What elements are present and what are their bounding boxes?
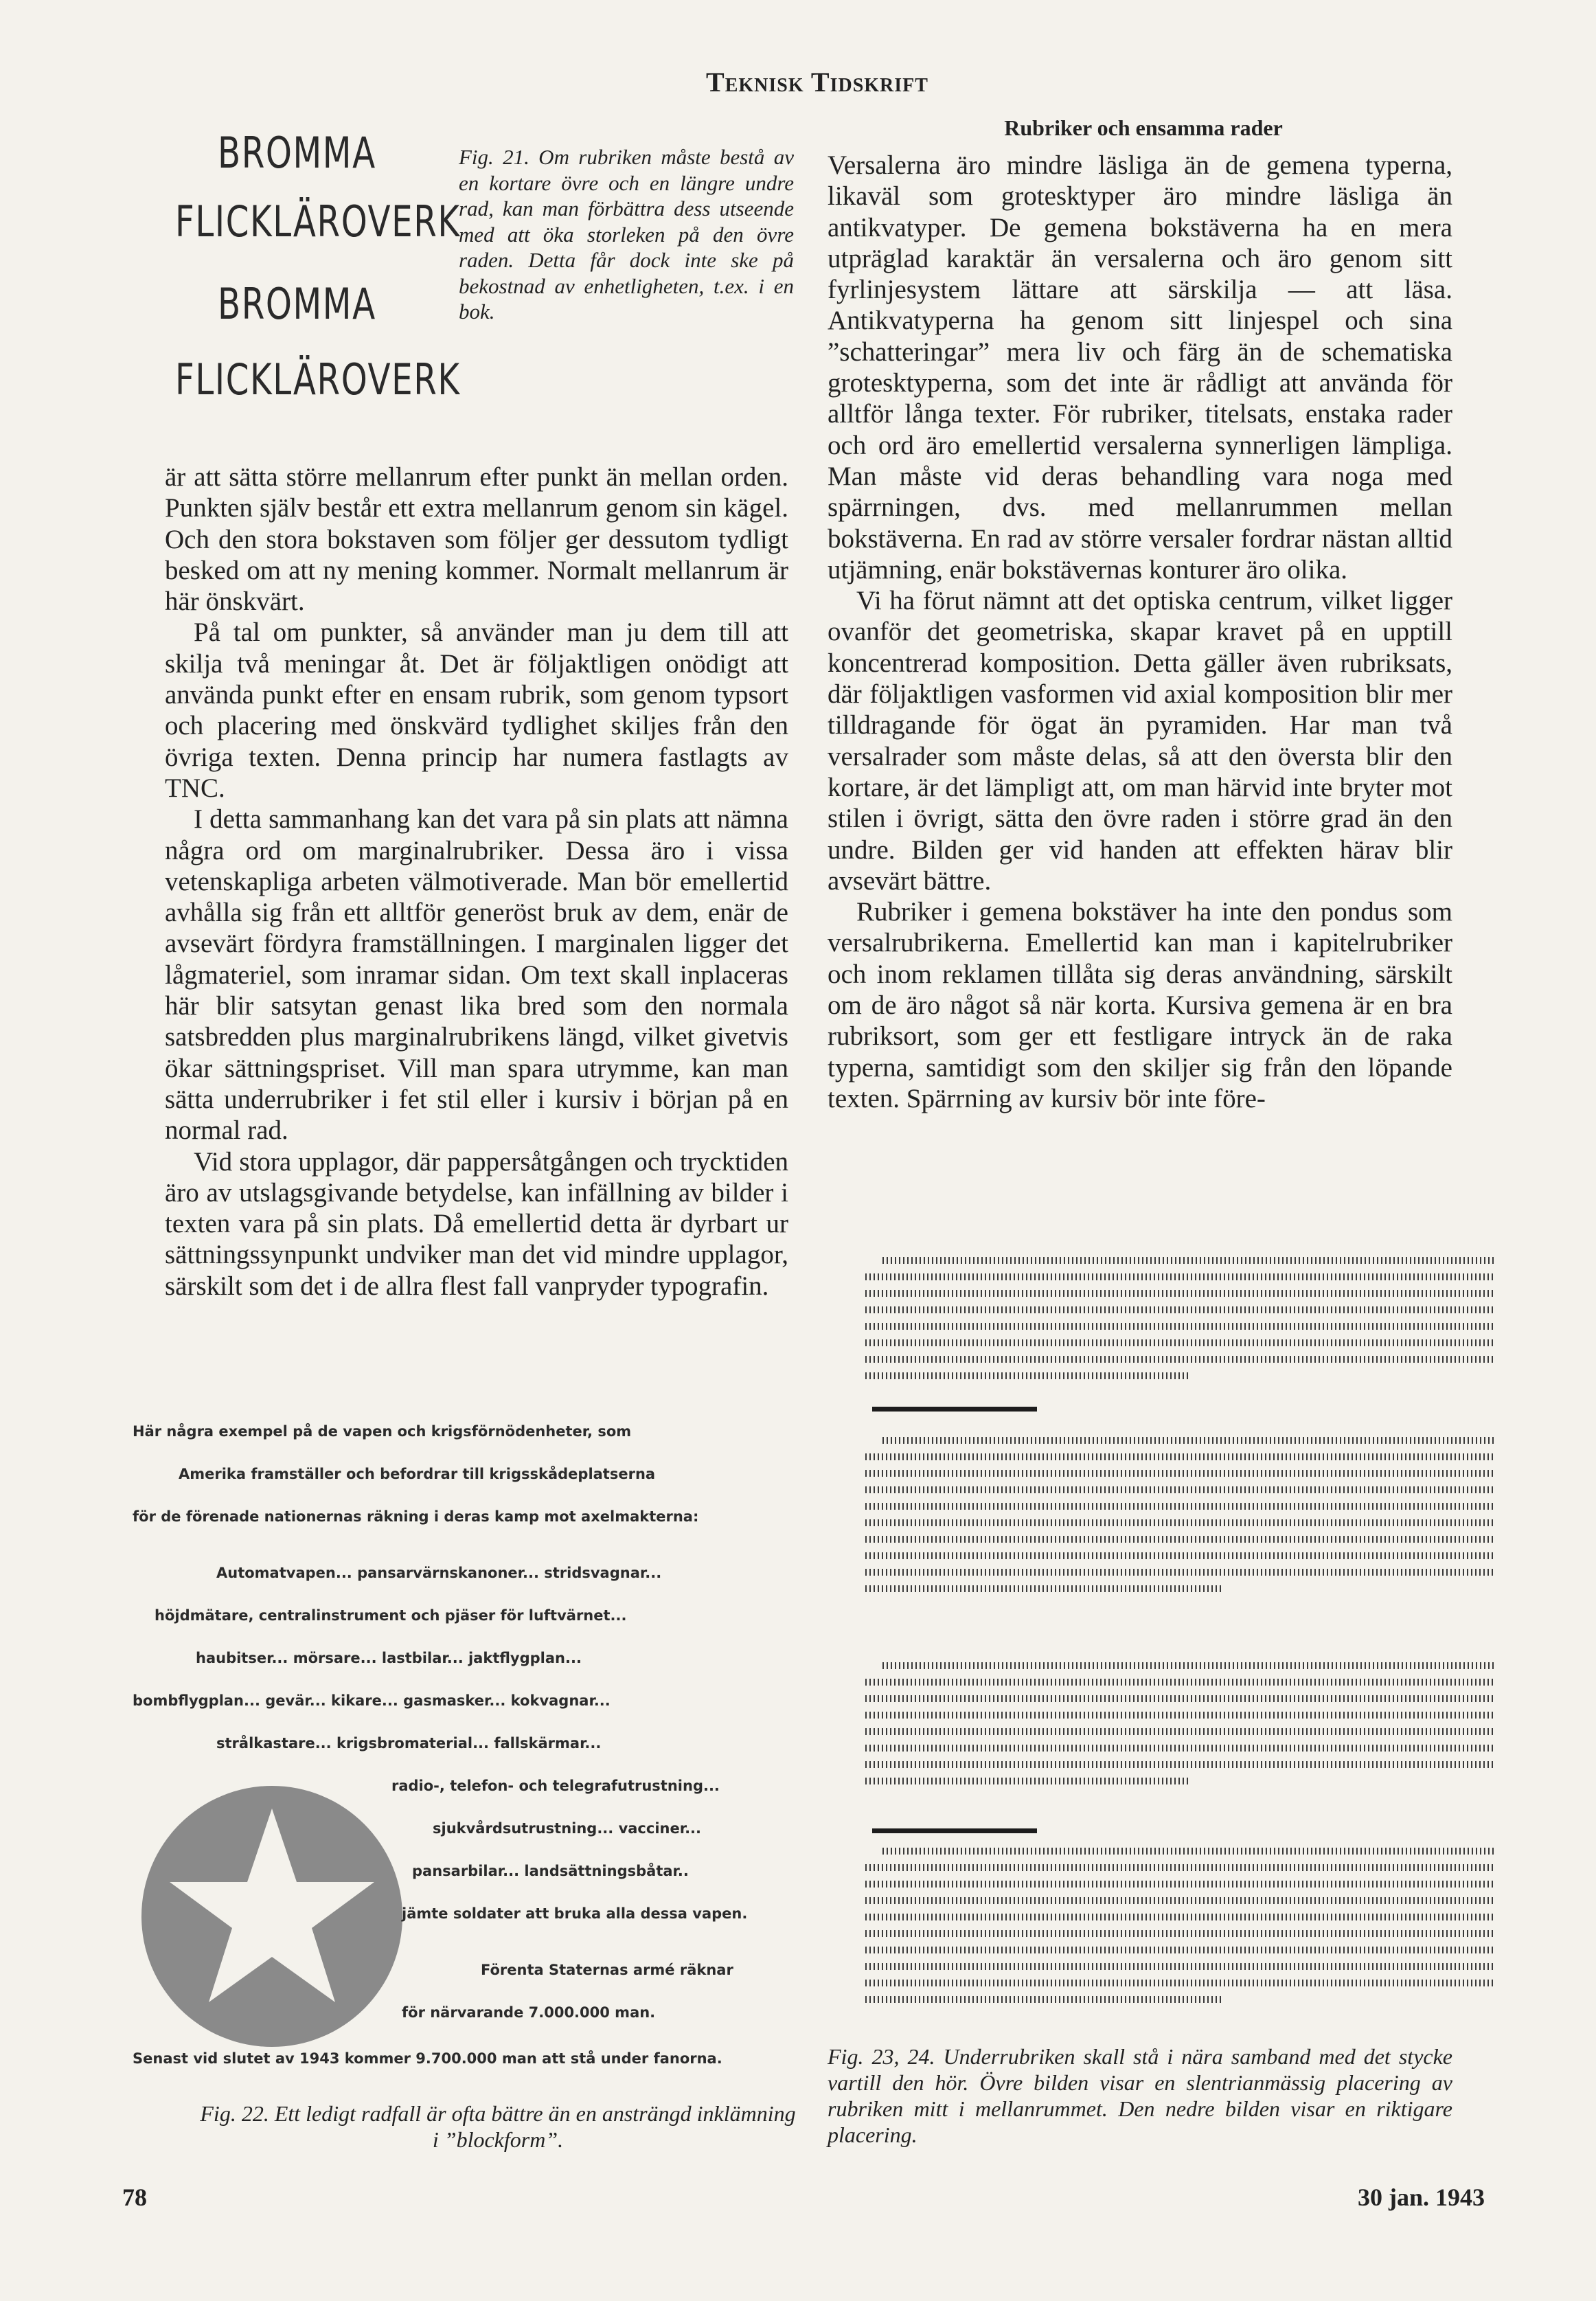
text-line xyxy=(865,1864,1494,1871)
text-line xyxy=(865,1306,1494,1313)
star-emblem-icon xyxy=(135,1782,409,2050)
paragraph: På tal om punkter, så använder man ju dem till att skilja två meningar åt. Det är följaktligen onödigt att använda punkt efter en ensam rubrik, som genom typsort och placering med önskvärd tydlighet skiljes från den övriga texten. Denna princip har numera fastlagts av TNC. xyxy=(165,617,788,803)
ad-line: bombflygplan... gevär... kikare... gasmasker... kokvagnar... xyxy=(133,1692,611,1709)
figure-24 xyxy=(865,1662,1504,2033)
text-line xyxy=(865,1470,1494,1477)
ad-line: jämte soldater att bruka alla dessa vapen. xyxy=(402,1905,748,1922)
figure-23-24-caption: Fig. 23, 24. Underrubriken skall stå i nära samband med det stycke vartill den hör. Övre bilden visar en slentrianmässig placering av rubriken mitt i mellanrummet. Den nedre bilden visar en riktigare placering. xyxy=(828,2044,1452,2147)
text-line xyxy=(865,1585,1222,1592)
subheading-rule xyxy=(872,1407,1037,1412)
text-line xyxy=(865,1980,1494,1986)
text-line xyxy=(865,1712,1494,1719)
text-line xyxy=(865,1761,1494,1768)
text-line xyxy=(865,1679,1494,1686)
figure-22-caption: Fig. 22. Ett ledigt radfall är ofta bättre än en ansträngd inklämning i ”blockform”. xyxy=(200,2101,796,2152)
ad-line: sjukvårdsutrustning... vacciner... xyxy=(433,1820,702,1837)
text-line xyxy=(865,1728,1494,1735)
paragraph: Versalerna äro mindre läsliga än de gemena typerna, likaväl som grotesktyper äro mindre läsliga än antikvatyper. De gemena bokstäverna ha en mera utpräglad karaktär än versalerna och äro genom sitt fyrlinjesystem lättare att särskilja — att läsa. Antikvatyperna ha genom sitt linjespel och sina ”schatteringar” mera liv och färg än de schematiska grotesktyperna, som det inte är rådligt att använda för alltför långa texter. För rubriker, titelsats, enstaka rader och ord äro emellertid versalerna synnerligen lämpliga. Man måste vid deras behandling vara noga med spärrningen, dvs. med mellanrummen mellan bokstäverna. En rad av större versaler fordrar nästan alltid utjämning, enär bokstävernas konturer äro olika. xyxy=(828,150,1452,585)
text-line xyxy=(882,1662,1494,1669)
right-column xyxy=(828,150,1452,1114)
sample-line: FLICKLÄROVERK xyxy=(175,354,461,405)
ad-line: Automatvapen... pansarvärnskanoner... stridsvagnar... xyxy=(216,1565,662,1581)
left-column xyxy=(165,462,788,1302)
paragraph: är att sätta större mellanrum efter punkt än mellan orden. Punkten själv består ett extra mellanrum genom sin kägel. Och den stora bokstaven som följer ger dessutom tydligt besked om att ny mening kommer. Normalt mellanrum är här önskvärt. xyxy=(165,462,788,617)
sample-line: BROMMA xyxy=(218,128,376,178)
issue-date: 30 jan. 1943 xyxy=(1357,2184,1485,2211)
paragraph: I detta sammanhang kan det vara på sin plats att nämna några ord om marginalrubriker. Dessa äro i vissa vetenskapliga arbeten välmotiverade. Man bör emellertid avhålla sig från ett alltför generöst bruk av dem, enär de avsevärt fördyra framställningen. I marginalen ligger det lågmateriel, som inramar sidan. Om text skall inplaceras här blir satsytan genast lika bred som den normala satsbredden plus marginalrubrikens längd, vilket givetvis ökar sättningspriset. Vill man spara utrymme, kan man sätta underrubriker i fet stil eller i kursiv i början på en normal rad. xyxy=(165,804,788,1146)
text-line xyxy=(865,1778,1188,1784)
ad-line: Här några exempel på de vapen och krigsförnödenheter, som xyxy=(133,1423,632,1440)
text-line xyxy=(865,1914,1494,1920)
ad-line: Senast vid slutet av 1943 kommer 9.700.000 man att stå under fanorna. xyxy=(133,2050,722,2067)
text-line xyxy=(865,1930,1494,1937)
text-line xyxy=(882,1848,1494,1855)
text-line xyxy=(865,1519,1494,1526)
text-line xyxy=(865,1323,1494,1330)
ad-line: Amerika framställer och befordrar till krigsskådeplatserna xyxy=(179,1466,656,1482)
figure-23-24 xyxy=(865,1243,1504,2033)
text-line xyxy=(865,1947,1494,1953)
sample-line: FLICKLÄROVERK xyxy=(175,196,461,247)
figure-22 xyxy=(124,1408,797,2095)
text-line xyxy=(865,1372,1188,1379)
ad-line: radio-, telefon- och telegrafutrustning... xyxy=(391,1778,720,1794)
masthead: Teknisk Tidskrift xyxy=(706,67,928,98)
text-line xyxy=(865,1745,1494,1752)
paragraph: Vid stora upplagor, där pappersåtgången och trycktiden äro av utslagsgivande betydelse, kan infällning av bilder i texten vara på sin plats. Då emellertid detta är dyrbart ur sättningssynpunkt undviker man det vid mindre upplagor, särskilt som det i de allra flest fall vanpryder typografin. xyxy=(165,1146,788,1301)
ad-line: för närvarande 7.000.000 man. xyxy=(402,2004,656,2021)
paragraph: Rubriker i gemena bokstäver ha inte den pondus som versalrubrikerna. Emellertid kan man i kapitelrubriker och inom reklamen tillåta sig deras användning, särskilt om de äro något så när korta. Kursiva gemena är en bra rubriksort, som ger ett festligare intryck än de raka typerna, samtidigt som den skiljer sig från den löpande texten. Spärrning av kursiv bör inte före- xyxy=(828,897,1452,1113)
paragraph: Vi ha förut nämnt att det optiska centrum, vilket ligger ovanför det geometriska, skapar kravet på en upptill koncentrerad komposition. Detta gäller även rubriksats, där följaktligen vasformen vid axial komposition blir mer tilldragande för ögat än pyramiden. Har man två versalrader som måste delas, så att den översta blir den kortare, är det lämpligt att, om man härvid inte bryter mot stilen i övrigt, sätta den övre raden i större grad än den undre. Bilden ger vid handen att effekten härav blir avsevärt bättre. xyxy=(828,586,1452,896)
text-line xyxy=(865,1290,1494,1297)
text-line xyxy=(865,1356,1494,1363)
ad-line: haubitser... mörsare... lastbilar... jaktflygplan... xyxy=(196,1650,582,1666)
ad-line: Förenta Staternas armé räknar xyxy=(481,1962,733,1978)
text-line xyxy=(865,1273,1494,1280)
text-line xyxy=(865,1569,1494,1576)
text-line xyxy=(865,1536,1494,1543)
text-line xyxy=(865,1881,1494,1888)
section-heading: Rubriker och ensamma rader xyxy=(1004,115,1283,140)
ad-line: för de förenade nationernas räkning i deras kamp mot axelmakterna: xyxy=(133,1508,699,1525)
text-line xyxy=(865,1695,1494,1702)
text-line xyxy=(865,1339,1494,1346)
text-line xyxy=(865,1963,1494,1970)
text-line xyxy=(865,1503,1494,1510)
text-line xyxy=(865,1996,1222,2003)
text-line xyxy=(865,1486,1494,1493)
figure-21-caption: Fig. 21. Om rubriken måste bestå av en kortare övre och en längre undre rad, kan man förbättra dess utseende med att öka storleken på den övre raden. Detta får dock inte ske på bekostnad av enhetligheten, t.ex. i en bok. xyxy=(459,145,794,324)
ad-line: pansarbilar... landsättningsbåtar.. xyxy=(412,1863,689,1879)
text-line xyxy=(882,1257,1494,1264)
text-line xyxy=(865,1897,1494,1904)
ad-line: strålkastare... krigsbromaterial... fallskärmar... xyxy=(216,1735,602,1752)
text-line xyxy=(865,1552,1494,1559)
subheading-rule xyxy=(872,1828,1037,1833)
figure-23 xyxy=(865,1243,1504,1614)
page-number: 78 xyxy=(122,2184,147,2211)
sample-line: BROMMA xyxy=(218,279,376,329)
text-line xyxy=(882,1437,1494,1444)
text-line xyxy=(865,1453,1494,1460)
ad-line: höjdmätare, centralinstrument och pjäser för luftvärnet... xyxy=(155,1607,627,1624)
figure-21-sample xyxy=(175,124,464,419)
